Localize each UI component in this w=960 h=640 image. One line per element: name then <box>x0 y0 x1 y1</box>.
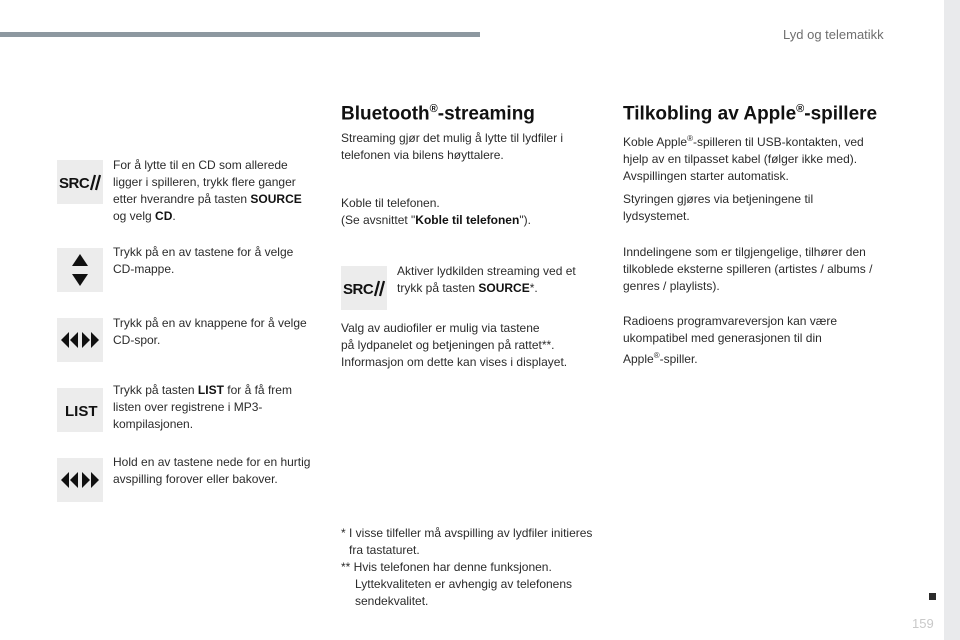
page-edge-strip <box>944 0 960 640</box>
track-select-instruction: Trykk på en av knappene for å velge CD-spor. <box>113 316 307 347</box>
apple-categories-text: Inndelingene som er tilgjengelige, tilhører den tilkoblede eksterne spilleren (artistes / albums / genres / playlists). <box>623 245 873 293</box>
src-streaming-icon <box>341 266 387 310</box>
footnotes <box>341 525 592 610</box>
seek-arrows-icon <box>57 318 103 362</box>
continuation-marker <box>929 593 936 600</box>
top-accent-bar <box>0 32 480 37</box>
footnote-2-cont: Lyttekvaliteten er avhengig av telefonens <box>355 577 573 591</box>
bluetooth-streaming-title: Bluetooth®-streaming <box>341 103 535 125</box>
footnote-1: * I visse tilfeller må avspilling av lydfiler initieres <box>341 526 593 540</box>
section-header: Lyd og telematikk <box>783 27 884 42</box>
page-number: 159 <box>912 616 934 631</box>
connect-phone-text: Koble til telefonen. (Se avsnittet "Koble til telefonen"). <box>341 196 531 227</box>
activate-streaming-text: Aktiver lydkilden streaming ved et trykk på tasten SOURCE*. <box>397 264 576 295</box>
audio-file-selection-text: Valg av audiofiler er mulig via tastene på lydpanelet og betjeningen på rattet**. Informasjon om dette kan vises i displayet. <box>341 321 568 369</box>
list-instruction: Trykk på tasten LIST for å få frem listen over registrene i MP3- kompilasjonen. <box>113 383 292 431</box>
folder-select-instruction: Trykk på en av tastene for å velge CD-mappe. <box>113 245 294 276</box>
apple-compatibility-text: Radioens programvareversjon kan være ukompatibel med generasjonen til din Apple®-spiller. <box>623 314 838 366</box>
src-button-icon <box>57 160 103 204</box>
footnote-1-cont: fra tastaturet. <box>349 543 420 557</box>
streaming-intro: Streaming gjør det mulig å lytte til lydfiler i telefonen via bilens høyttalere. <box>341 131 564 162</box>
list-label-graphic: LIST <box>65 403 98 420</box>
up-down-arrows-icon <box>57 248 103 292</box>
apple-control-text: Styringen gjøres via betjeningene til lydsystemet. <box>623 192 814 223</box>
list-button-icon <box>57 388 103 432</box>
fast-play-instruction: Hold en av tastene nede for en hurtig avspilling forover eller bakover. <box>113 455 311 486</box>
footnote-2: ** Hvis telefonen har denne funksjonen. <box>341 560 552 574</box>
cd-play-instruction: For å lytte til en CD som allerede ligger i spilleren, trykk flere ganger etter hverandre på tasten SOURCE og velg CD. <box>113 158 302 223</box>
apple-connection-title: Tilkobling av Apple®-spillere <box>623 103 878 125</box>
src-label-graphic: SRC <box>59 175 90 192</box>
fast-seek-arrows-icon <box>57 458 103 502</box>
footnote-2-cont2: sendekvalitet. <box>355 594 429 608</box>
apple-connect-text: Koble Apple®-spilleren til USB-kontakten, ved hjelp av en tilpasset kabel (følger ikke med). Avspillingen starter automatisk. <box>623 134 864 183</box>
svg-text:SRC: SRC <box>343 281 374 298</box>
